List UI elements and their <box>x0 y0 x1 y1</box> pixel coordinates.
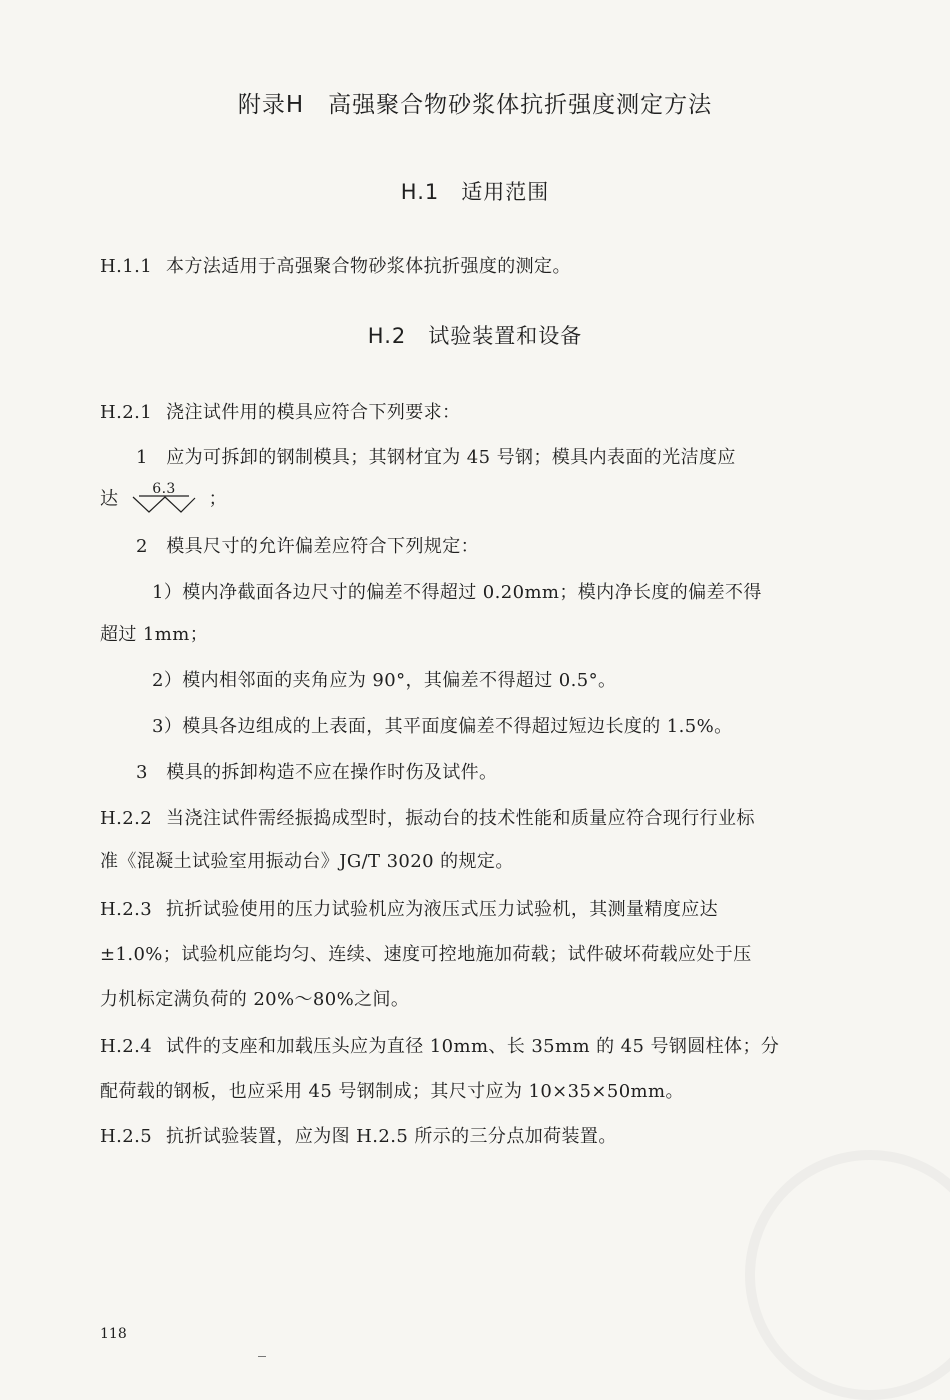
roughness-value: 6.3 <box>151 481 176 497</box>
item-1-line-2 <box>100 480 227 519</box>
clause-text: 抗折试验装置，应为图 H.2.5 所示的三分点加荷装置。 <box>166 1126 617 1147</box>
page-number: 118 <box>100 1326 127 1342</box>
clause-number: H.2.2 <box>100 808 153 829</box>
clause-h-2-2-line-1 <box>100 804 755 830</box>
clause-h-2-4-line-1 <box>100 1032 779 1058</box>
clause-number: H.2.4 <box>100 1036 153 1057</box>
surface-roughness-symbol <box>131 480 197 519</box>
clause-number: H.2.1 <box>100 402 153 423</box>
clause-h-2-4-line-2: 配荷载的钢板，也应采用 45 号钢制成；其尺寸应为 10×35×50mm。 <box>100 1081 684 1102</box>
clause-number: H.1.1 <box>100 256 153 277</box>
appendix-title: 附录H 高强聚合物砂浆体抗折强度测定方法 <box>237 92 713 118</box>
clause-text: 当浇注试件需经振捣成型时，振动台的技术性能和质量应符合现行行业标 <box>166 808 755 829</box>
clause-h-2-3-line-3: 力机标定满负荷的 20%～80%之间。 <box>100 989 410 1010</box>
sub-item-2: 2）模内相邻面的夹角应为 90°，其偏差不得超过 0.5°。 <box>152 670 617 691</box>
clause-number: H.2.5 <box>100 1126 153 1147</box>
section-h1-heading: H.1 适用范围 <box>400 180 550 204</box>
sub-item-1-line-1: 1）模内净截面各边尺寸的偏差不得超过 0.20mm；模内净长度的偏差不得 <box>152 582 762 603</box>
footer-mark <box>258 1356 266 1357</box>
item-2: 2 模具尺寸的允许偏差应符合下列规定： <box>136 536 480 557</box>
clause-h-2-1 <box>100 398 460 424</box>
item-3: 3 模具的拆卸构造不应在操作时伤及试件。 <box>136 762 498 783</box>
section-h2-heading: H.2 试验装置和设备 <box>367 324 583 348</box>
clause-text: 试件的支座和加载压头应为直径 10mm、长 35mm 的 45 号钢圆柱体；分 <box>166 1036 780 1057</box>
clause-h-2-3-line-2: ±1.0%；试验机应能均匀、连续、速度可控地施加荷载；试件破坏荷载应处于压 <box>100 944 752 965</box>
clause-number: H.2.3 <box>100 899 153 920</box>
clause-text: 抗折试验使用的压力试验机应为液压式压力试验机，其测量精度应达 <box>166 899 719 920</box>
clause-h-2-5 <box>100 1122 617 1148</box>
watermark-seal <box>745 1150 950 1400</box>
sub-item-1-line-2: 超过 1mm； <box>100 624 209 645</box>
item-1-prefix: 达 <box>100 488 119 510</box>
clause-text: 本方法适用于高强聚合物砂浆体抗折强度的测定。 <box>166 256 571 277</box>
item-1-suffix: ； <box>208 488 228 510</box>
clause-text: 浇注试件用的模具应符合下列要求： <box>166 402 461 423</box>
clause-h-2-2-line-2: 准《混凝土试验室用振动台》JG/T 3020 的规定。 <box>100 851 514 872</box>
clause-h-2-3-line-1 <box>100 895 718 921</box>
clause-h-1-1 <box>100 252 571 278</box>
item-1-line-1: 1 应为可拆卸的钢制模具；其钢材宜为 45 号钢；模具内表面的光洁度应 <box>136 447 736 468</box>
sub-item-3: 3）模具各边组成的上表面，其平面度偏差不得超过短边长度的 1.5%。 <box>152 716 733 737</box>
